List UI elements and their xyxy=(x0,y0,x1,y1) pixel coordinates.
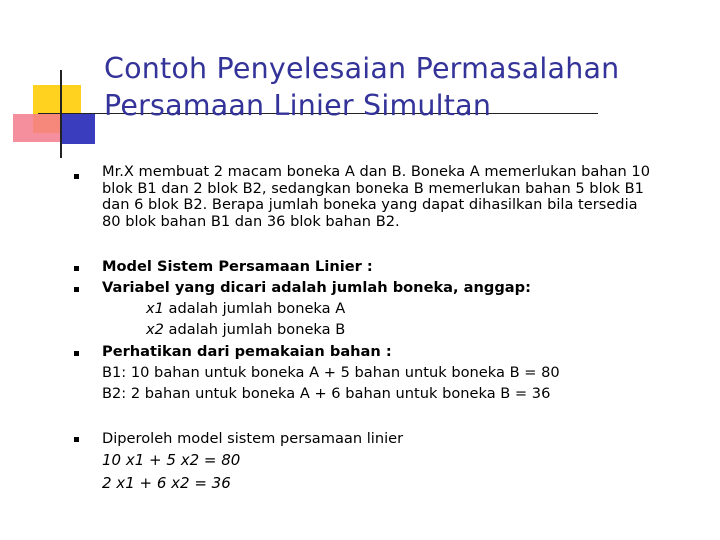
bullet-marker xyxy=(74,174,79,179)
problem-line: dan 6 blok B2. Berapa jumlah boneka yang dapat dihasilkan bila tersedia xyxy=(102,196,638,213)
usage-block xyxy=(102,341,560,404)
b2-equation-text: B2: 2 bahan untuk boneka A + 6 bahan untuk boneka B = 36 xyxy=(102,385,551,402)
problem-text xyxy=(102,164,650,230)
variable-x1 xyxy=(102,298,531,319)
problem-line: Mr.X membuat 2 macam boneka A dan B. Boneka A memerlukan bahan 10 xyxy=(102,163,651,180)
bullet-marker xyxy=(74,437,79,442)
x2-description: adalah jumlah boneka B xyxy=(163,321,346,338)
b1-equation-text: B1: 10 bahan untuk boneka A + 5 bahan untuk boneka B = 80 xyxy=(102,364,560,381)
title-line-2: Persamaan Linier Simultan xyxy=(104,89,492,122)
x1-description: adalah jumlah boneka A xyxy=(163,300,346,317)
bullet-marker xyxy=(74,351,79,356)
problem-line: 80 blok bahan B1 dan 36 blok bahan B2. xyxy=(102,212,400,230)
result-equation-2: 2 x1 + 6 x2 = 36 xyxy=(102,474,231,492)
bullet-marker xyxy=(74,287,79,292)
variable-x2 xyxy=(102,319,531,340)
bullet-marker xyxy=(74,266,79,271)
usage-heading: Perhatikan dari pemakaian bahan : xyxy=(102,343,392,360)
variables-heading: Variabel yang dicari adalah jumlah boneka, anggap: xyxy=(102,279,531,296)
result-equation-1: 10 x1 + 5 x2 = 80 xyxy=(102,451,241,469)
title-line-1: Contoh Penyelesaian Permasalahan xyxy=(104,52,620,85)
x1-symbol: x1 xyxy=(146,300,164,317)
problem-line: blok B1 dan 2 blok B2, sedangkan boneka B memerlukan bahan 5 blok B1 xyxy=(102,179,644,197)
model-heading: Model Sistem Persamaan Linier : xyxy=(102,258,373,275)
x2-symbol: x2 xyxy=(146,321,164,338)
variables-block xyxy=(102,277,531,340)
result-intro: Diperoleh model sistem persamaan linier xyxy=(102,430,404,447)
